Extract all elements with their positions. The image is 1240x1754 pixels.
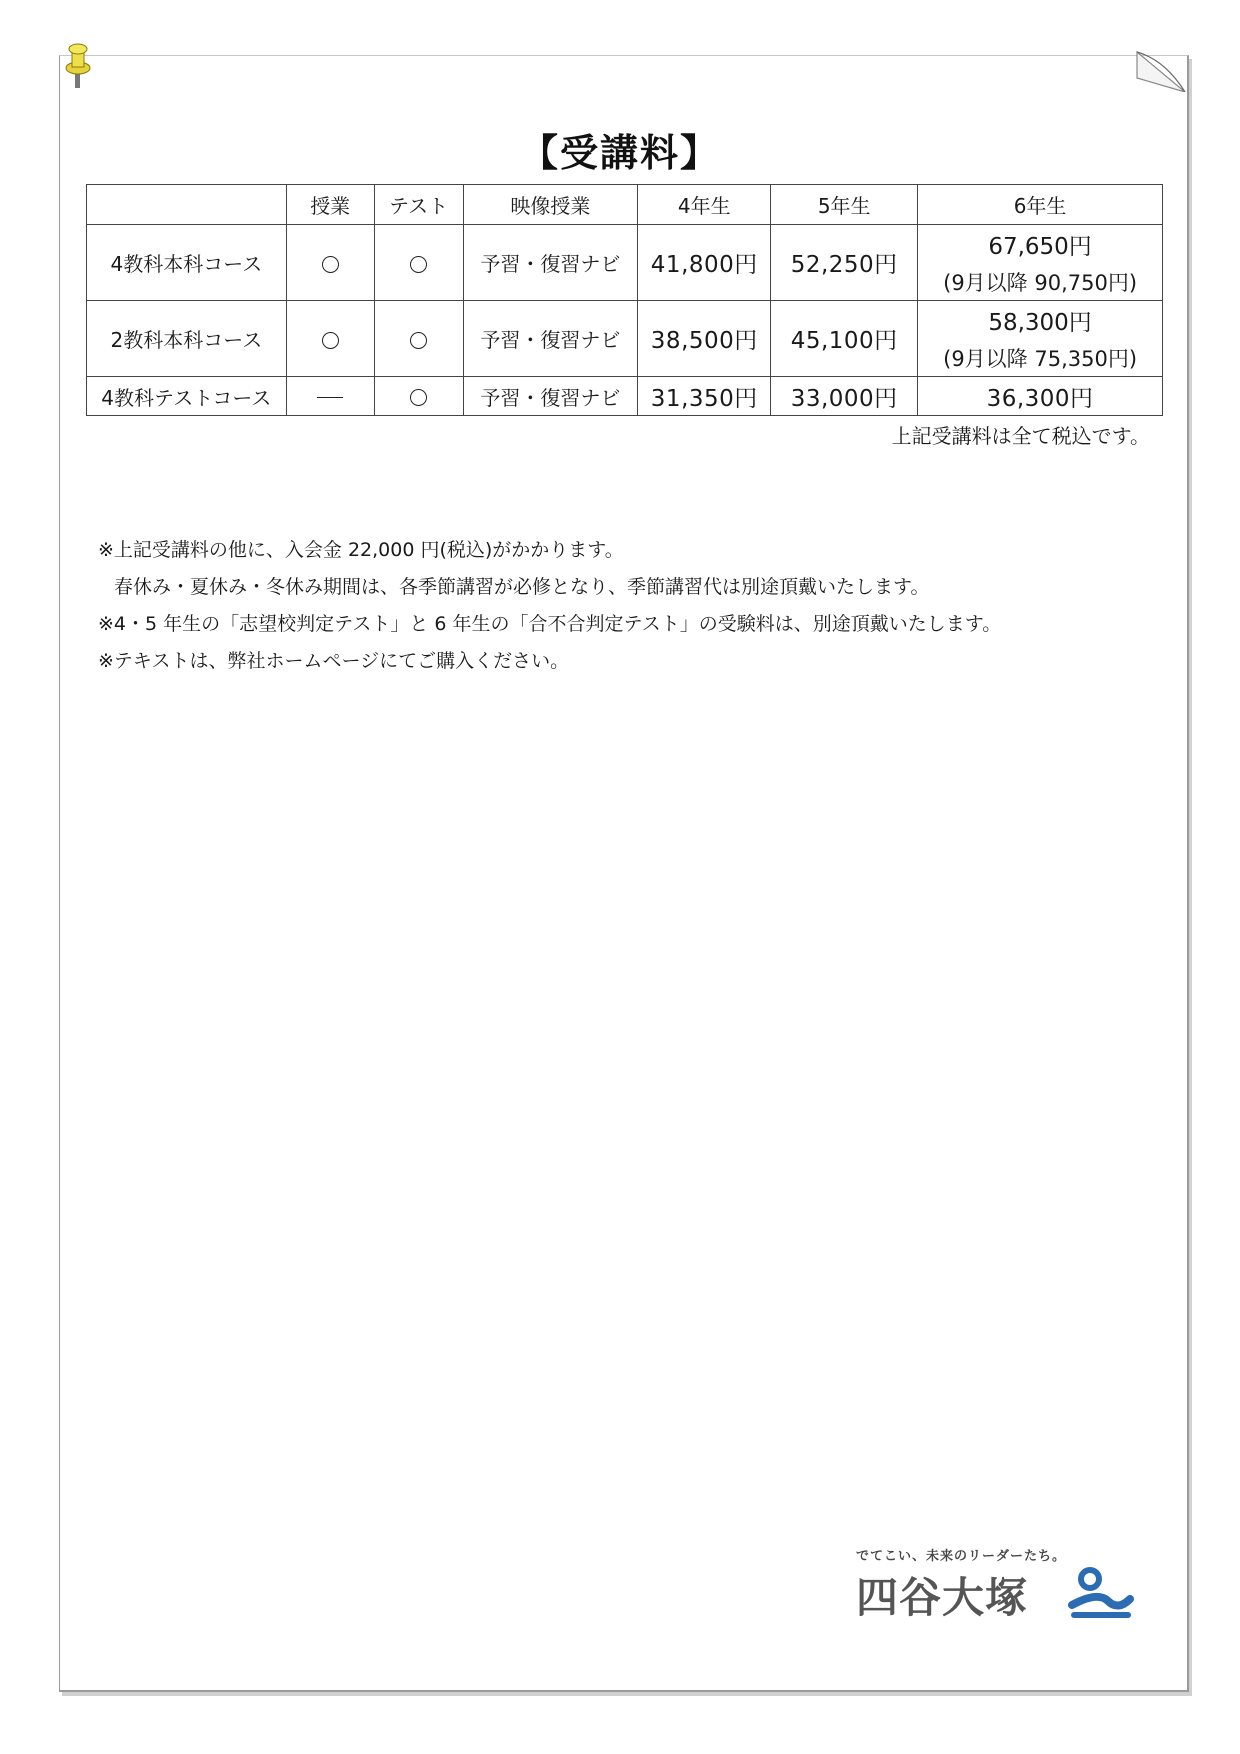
grade6-fee-note: (9月以降 75,350円)	[943, 347, 1138, 371]
header-corner	[87, 185, 287, 225]
grade6-fee-note: (9月以降 90,750円)	[943, 271, 1138, 295]
header-test: テスト	[374, 185, 463, 225]
page-curl-icon	[1135, 48, 1191, 92]
header-video: 映像授業	[463, 185, 638, 225]
video-lesson: 予習・復習ナビ	[463, 301, 638, 377]
table-row	[87, 377, 1163, 416]
grade6-fee-cell	[918, 301, 1163, 377]
circle-icon	[322, 332, 339, 349]
table-row	[87, 225, 1163, 301]
grade5-fee: 52,250円	[771, 225, 918, 301]
grade4-fee: 31,350円	[638, 377, 771, 416]
yotsuya-otsuka-logo-mark-icon	[1068, 1565, 1134, 1621]
header-grade4: 4年生	[638, 185, 771, 225]
table-row	[87, 301, 1163, 377]
circle-icon	[410, 332, 427, 349]
note-line: ※4・5 年生の「志望校判定テスト」と 6 年生の「合不合判定テスト」の受験料は、別途頂戴いたします。	[98, 613, 1002, 635]
page-title: 【受講料】	[519, 131, 720, 175]
dash-icon	[317, 397, 343, 398]
header-grade5: 5年生	[771, 185, 918, 225]
class-mark	[286, 377, 374, 416]
video-lesson: 予習・復習ナビ	[463, 377, 638, 416]
grade6-fee: 67,650円	[988, 234, 1092, 260]
class-mark	[286, 301, 374, 377]
test-mark	[374, 377, 463, 416]
note-line: ※テキストは、弊社ホームページにてご購入ください。	[98, 650, 570, 672]
header-class: 授業	[286, 185, 374, 225]
tax-note: 上記受講料は全て税込です。	[891, 424, 1150, 448]
test-mark	[374, 225, 463, 301]
note-line: ※上記受講料の他に、入会金 22,000 円(税込)がかかります。	[98, 539, 624, 561]
brand-name: 四谷大塚	[856, 1573, 1029, 1622]
note-line: 春休み・夏休み・冬休み期間は、各季節講習が必修となり、季節講習代は別途頂戴いたします。	[114, 576, 930, 598]
brand-tagline: でてこい、未来のリーダーたち。	[856, 1549, 1067, 1564]
fee-table	[86, 184, 1163, 416]
circle-icon	[410, 389, 427, 406]
course-name: 4教科本科コース	[87, 225, 287, 301]
class-mark	[286, 225, 374, 301]
test-mark	[374, 301, 463, 377]
notes-block	[98, 532, 1001, 680]
grade5-fee: 33,000円	[771, 377, 918, 416]
circle-icon	[322, 256, 339, 273]
video-lesson: 予習・復習ナビ	[463, 225, 638, 301]
header-grade6: 6年生	[918, 185, 1163, 225]
table-header-row	[87, 185, 1163, 225]
grade4-fee: 41,800円	[638, 225, 771, 301]
grade5-fee: 45,100円	[771, 301, 918, 377]
pushpin-icon	[64, 42, 92, 90]
course-name: 2教科本科コース	[87, 301, 287, 377]
brand-footer	[856, 1545, 1136, 1635]
circle-icon	[410, 256, 427, 273]
course-name: 4教科テストコース	[87, 377, 287, 416]
grade6-fee: 58,300円	[988, 310, 1092, 336]
grade4-fee: 38,500円	[638, 301, 771, 377]
grade6-fee-cell	[918, 225, 1163, 301]
grade6-fee: 36,300円	[918, 377, 1163, 416]
